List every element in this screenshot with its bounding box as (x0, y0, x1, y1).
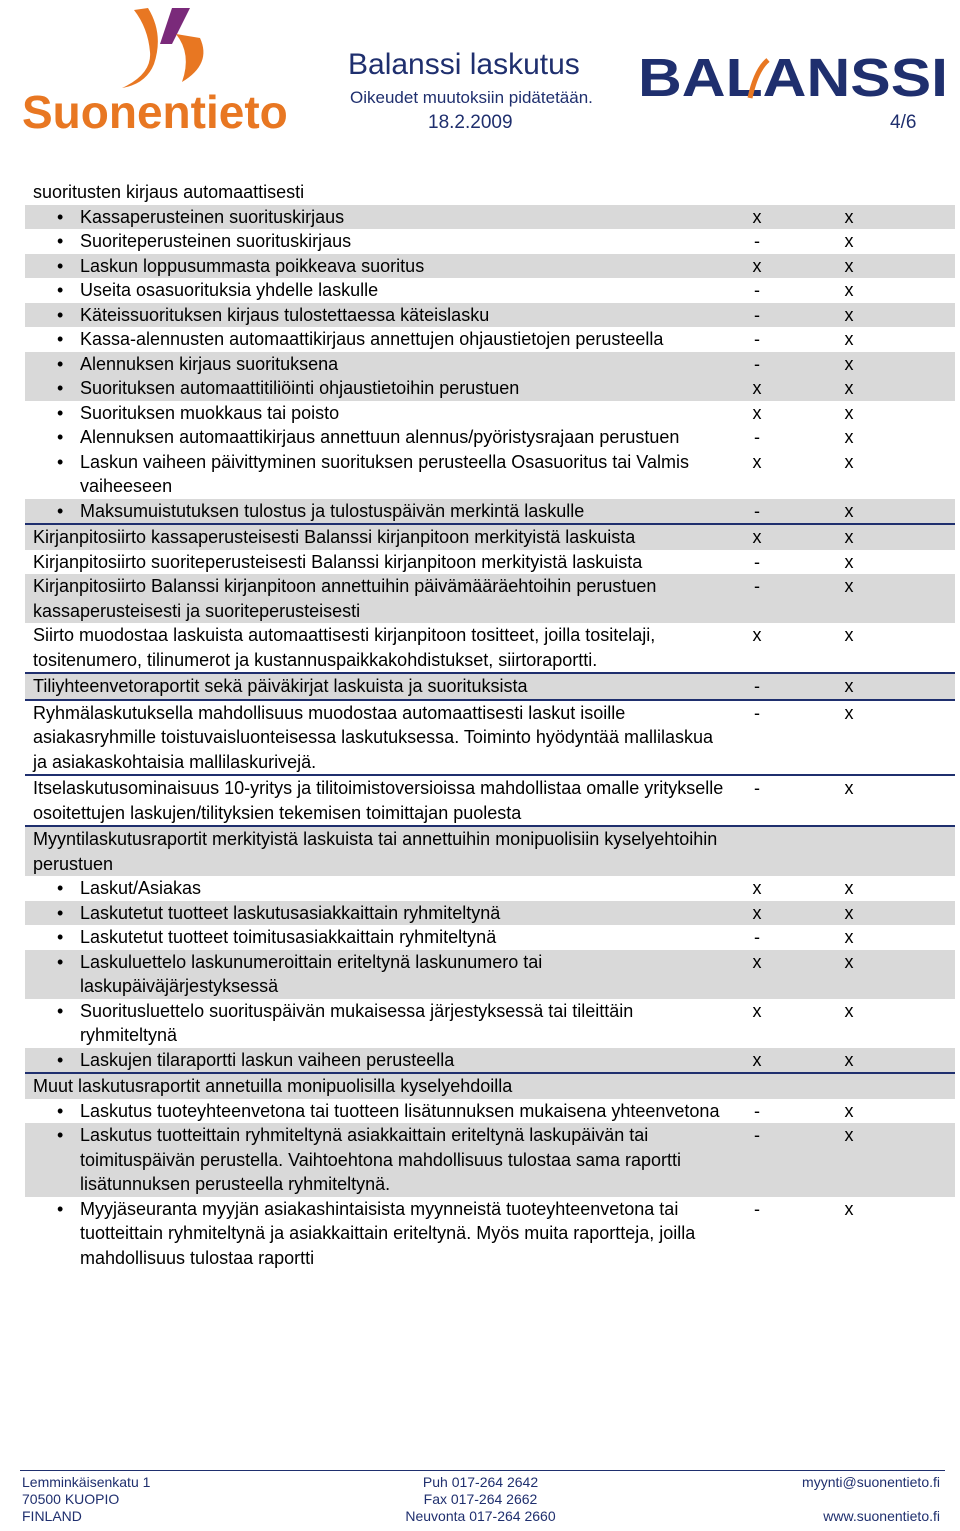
bullet-item: • Kassa-alennusten automaattikirjaus annettujen ohjaustietojen perusteella (25, 327, 725, 352)
version-col-1-mark: - (754, 1125, 760, 1145)
table-row (25, 999, 955, 1048)
table-row (25, 1048, 955, 1073)
version-col-2-mark: x (844, 1049, 854, 1070)
svg-text:BALANSSI: BALANSSI (638, 50, 948, 102)
footer-phones (398, 1474, 563, 1525)
table-row (25, 254, 955, 279)
svg-text:Suonentieto: Suonentieto (22, 86, 288, 132)
table-row (25, 672, 955, 699)
feature-table (25, 180, 955, 1270)
table-row (25, 229, 955, 254)
version-col-1-mark: x (752, 625, 762, 645)
version-col-1-mark: x (752, 206, 762, 227)
version-col-2-mark: x (844, 778, 854, 798)
version-col-2-mark: x (844, 625, 854, 645)
footer-contact (760, 1474, 940, 1525)
table-row (25, 425, 955, 450)
version-col-1-mark: - (754, 1198, 760, 1219)
version-col-2-mark: x (844, 206, 854, 227)
bullet-item: • Laskuluettelo laskunumeroittain eriteltynä laskunumero tai laskupäiväjärjestyksessä (25, 950, 725, 999)
version-col-2-mark: x (844, 1198, 854, 1219)
footer-email[interactable]: myynti@suonentieto.fi (802, 1474, 940, 1490)
version-col-2-mark: x (844, 378, 854, 398)
table-row (25, 574, 955, 623)
table-row (25, 327, 955, 352)
bullet-item: • Kassaperusteinen suorituskirjaus (25, 205, 725, 230)
table-row (25, 180, 955, 205)
version-col-1-mark: - (754, 676, 760, 696)
table-row (25, 925, 955, 950)
bullet-item: • Alennuksen kirjaus suorituksena (25, 352, 725, 377)
document-subtitle: Oikeudet muutoksiin pidätetään. (350, 88, 593, 107)
version-col-2-mark: x (844, 951, 854, 972)
table-row (25, 205, 955, 230)
table-row (25, 774, 955, 825)
footer-address (22, 1474, 150, 1525)
version-col-2-mark: x (844, 231, 854, 251)
table-row (25, 523, 955, 550)
version-col-1-mark: x (752, 902, 762, 923)
balanssi-logo (638, 50, 950, 102)
table-row (25, 1197, 955, 1271)
feature-label: suoritusten kirjaus automaattisesti (33, 182, 305, 202)
feature-label: Kirjanpitosiirto suoriteperusteisesti Balanssi kirjanpitoon merkityistä laskuista (33, 551, 643, 572)
version-col-2-mark: x (844, 451, 854, 472)
version-col-2-mark: x (844, 280, 854, 300)
version-col-1-mark: x (752, 255, 762, 276)
version-col-2-mark: x (844, 353, 854, 374)
table-row (25, 1123, 955, 1197)
version-col-1-mark: x (752, 878, 762, 898)
table-row (25, 950, 955, 999)
version-col-2-mark: x (844, 878, 854, 898)
version-col-1-mark: - (754, 500, 760, 521)
bullet-item: • Käteissuorituksen kirjaus tulostettaessa käteislasku (25, 303, 725, 328)
bullet-item: • Suoritusluettelo suorituspäivän mukaisessa järjestyksessä tai tileittäin ryhmiteltynä (25, 999, 725, 1048)
table-row (25, 1072, 955, 1099)
table-row (25, 450, 955, 499)
feature-label: Kirjanpitosiirto Balanssi kirjanpitoon annettuihin päivämääräehtoihin perustuen kassaperusteisesti ja suoriteperusteisesti (33, 576, 657, 621)
version-col-2-mark: x (844, 927, 854, 947)
version-col-2-mark: x (844, 902, 854, 923)
table-row (25, 550, 955, 575)
bullet-item: • Laskut/Asiakas (25, 876, 725, 901)
version-col-1-mark: - (754, 927, 760, 947)
version-col-2-mark: x (844, 329, 854, 349)
version-col-1-mark: - (754, 702, 760, 723)
version-col-2-mark: x (844, 527, 854, 547)
footer-divider (20, 1470, 945, 1471)
version-col-1-mark: x (752, 1049, 762, 1070)
table-row (25, 303, 955, 328)
version-col-2-mark: x (844, 1100, 854, 1121)
version-col-2-mark: x (844, 255, 854, 276)
bullet-item: • Useita osasuorituksia yhdelle laskulle (25, 278, 725, 303)
table-row (25, 278, 955, 303)
version-col-2-mark: x (844, 551, 854, 572)
version-col-1-mark: - (754, 231, 760, 251)
document-date: 18.2.2009 (428, 112, 513, 133)
version-col-2-mark: x (844, 702, 854, 723)
footer-advice: Neuvonta 017-264 2660 (405, 1508, 556, 1524)
table-row (25, 401, 955, 426)
version-col-2-mark: x (844, 576, 854, 596)
version-col-2-mark: x (844, 402, 854, 423)
page-footer (0, 1470, 960, 1531)
table-row (25, 499, 955, 524)
table-row (25, 376, 955, 401)
version-col-2-mark: x (844, 304, 854, 325)
table-row (25, 1099, 955, 1124)
version-col-2-mark: x (844, 1125, 854, 1145)
footer-street: Lemminkäisenkatu 1 (22, 1474, 151, 1490)
bullet-item: • Laskujen tilaraportti laskun vaiheen perusteella (25, 1048, 725, 1073)
version-col-2-mark: x (844, 676, 854, 696)
feature-label: Siirto muodostaa laskuista automaattisesti kirjanpitoon tositteet, joilla tositelaji, tositenumero, tilinumerot ja kustannuspaikkakohdistukset, siirtoraportti. (33, 625, 656, 670)
version-col-1-mark: x (752, 1000, 762, 1021)
bullet-item: • Maksumuistutuksen tulostus ja tulostuspäivän merkintä laskulle (25, 499, 725, 524)
version-col-1-mark: - (754, 280, 760, 300)
footer-postal: 70500 KUOPIO (22, 1491, 120, 1507)
bullet-item: • Laskutetut tuotteet toimitusasiakkaittain ryhmiteltynä (25, 925, 725, 950)
feature-label: Muut laskutusraportit annetuilla monipuolisilla kyselyehdoilla (33, 1076, 513, 1096)
footer-country: FINLAND (22, 1508, 82, 1524)
table-row (25, 825, 955, 876)
document-title: Balanssi laskutus (348, 48, 580, 81)
bullet-item: • Laskutetut tuotteet laskutusasiakkaittain ryhmiteltynä (25, 901, 725, 926)
bullet-item: • Suoriteperusteinen suorituskirjaus (25, 229, 725, 254)
version-col-1-mark: - (754, 1100, 760, 1121)
version-col-1-mark: - (754, 427, 760, 447)
version-col-1-mark: x (752, 378, 762, 398)
version-col-2-mark: x (844, 500, 854, 521)
version-col-2-mark: x (844, 1000, 854, 1021)
bullet-item: • Laskutus tuoteyhteenvetona tai tuotteen lisätunnuksen mukaisena yhteenvetona (25, 1099, 725, 1124)
bullet-item: • Laskutus tuotteittain ryhmiteltynä asiakkaittain eriteltynä laskupäivän tai toimituspäivän perustella. Vaihtoehtona mahdollisuus tulostaa sama raportti lisätunnuksen perusteella ryhmiteltynä. (25, 1123, 725, 1197)
feature-label: Tiliyhteenvetoraportit sekä päiväkirjat laskuista ja suorituksista (33, 676, 528, 696)
feature-label: Itselaskutusominaisuus 10-yritys ja tilitoimistoversioissa mahdollistaa omalle yritykselle osoitettujen laskujen/tilityksien tekemisen toimittajan puolesta (33, 778, 724, 823)
bullet-item: • Laskun loppusummasta poikkeava suoritus (25, 254, 725, 279)
version-col-1-mark: x (752, 451, 762, 472)
table-row (25, 901, 955, 926)
bullet-item: • Suorituksen muokkaus tai poisto (25, 401, 725, 426)
version-col-1-mark: x (752, 527, 762, 547)
table-row (25, 876, 955, 901)
bullet-item: • Suorituksen automaattitiliöinti ohjaustietoihin perustuen (25, 376, 725, 401)
footer-phone: Puh 017-264 2642 (422, 1474, 539, 1490)
table-row (25, 699, 955, 775)
page-number: 4/6 (890, 112, 917, 133)
version-col-1-mark: - (754, 576, 760, 596)
bullet-item: • Alennuksen automaattikirjaus annettuun alennus/pyöristysrajaan perustuen (25, 425, 725, 450)
version-col-1-mark: - (754, 778, 760, 798)
bullet-item: • Laskun vaiheen päivittyminen suorituksen perusteella Osasuoritus tai Valmis vaiheeseen (25, 450, 725, 499)
footer-fax: Fax 017-264 2662 (423, 1491, 538, 1507)
version-col-1-mark: - (754, 304, 760, 325)
feature-label: Kirjanpitosiirto kassaperusteisesti Balanssi kirjanpitoon merkityistä laskuista (33, 527, 636, 547)
table-row (25, 623, 955, 672)
bullet-item: • Myyjäseuranta myyjän asiakashintaisista myynneistä tuoteyhteenvetona tai tuotteittain ryhmiteltynä ja asiakkaittain eriteltynä. Myös muita raportteja, joilla mahdollisuus tulostaa raportti (25, 1197, 725, 1271)
version-col-2-mark: x (844, 427, 854, 447)
page-header (0, 0, 960, 140)
version-col-1-mark: x (752, 951, 762, 972)
feature-label: Myyntilaskutusraportit merkityistä laskuista tai annettuihin monipuolisiin kyselyehtoihin perustuen (33, 829, 718, 874)
feature-label: Ryhmälaskutuksella mahdollisuus muodostaa automaattisesti laskut isoille asiakasryhmille toistuvaisluonteisessa laskutuksessa. Toiminto hyödyntää mallilaskua ja asiakaskohtaisia mallilaskurivejä. (33, 702, 713, 772)
version-col-1-mark: - (754, 551, 760, 572)
version-col-1-mark: - (754, 353, 760, 374)
suonentieto-logo (22, 4, 290, 132)
version-col-1-mark: - (754, 329, 760, 349)
footer-web[interactable]: www.suonentieto.fi (823, 1508, 940, 1524)
table-row (25, 352, 955, 377)
version-col-1-mark: x (752, 402, 762, 423)
